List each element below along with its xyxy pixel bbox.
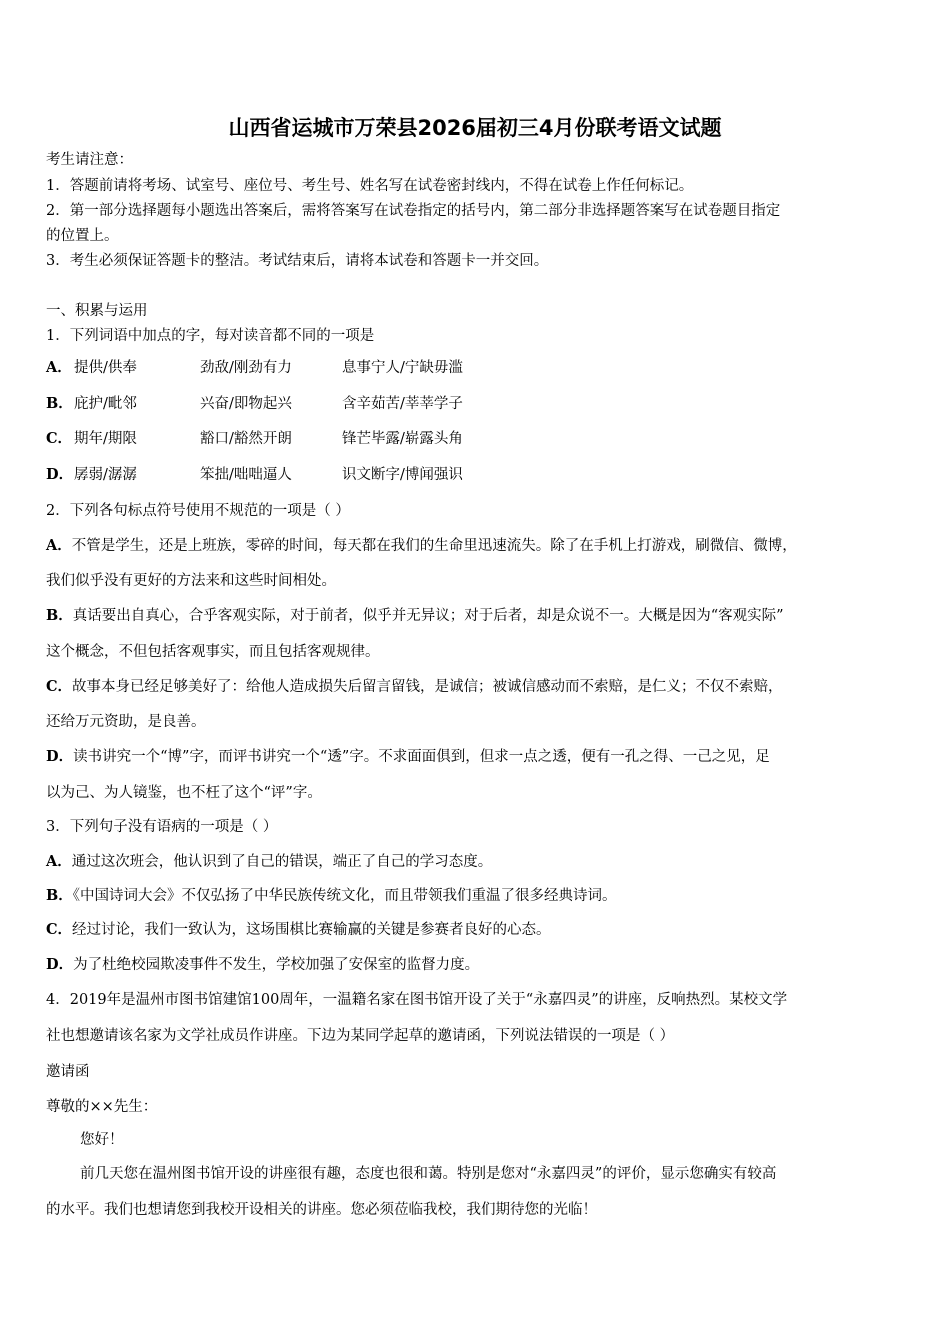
q2-option-d-cont: 以为己、为人镜鉴，也不枉了这个“评”字。 (46, 785, 322, 801)
q2-option-c (46, 677, 783, 697)
notice-item-2-cont: 的位置上。 (46, 228, 119, 244)
q2-stem: 2．下列各句标点符号使用不规范的一项是（ ） (46, 503, 350, 519)
q3-option-c (46, 920, 551, 940)
notice-item-1: 1．答题前请将考场、试室号、座位号、考生号、姓名写在试卷密封线内，不得在试卷上作任何标记。 (46, 178, 694, 194)
option-label: D． (46, 748, 74, 765)
q4-stem: 4．2019年是温州市图书馆建馆100周年，一温籍名家在图书馆开设了关于“永嘉四灵”的讲座，反响热烈。某校文学 (46, 992, 788, 1008)
option-word-3: 识文断字/博闻强识 (342, 467, 463, 483)
option-label: D． (46, 466, 74, 483)
option-word-2: 笨拙/咄咄逼人 (200, 467, 292, 483)
q2-option-a-cont: 我们似乎没有更好的方法来和这些时间相处。 (46, 573, 336, 589)
option-label: D． (46, 956, 74, 973)
option-word-3: 锋芒毕露/崭露头角 (342, 431, 463, 447)
option-word-1: 提供/供奉 (74, 360, 137, 376)
option-word-3: 息事宁人/宁缺毋滥 (342, 360, 463, 376)
option-word-2: 劲敌/刚劲有力 (200, 360, 292, 376)
option-word-3: 含辛茹苦/莘莘学子 (342, 396, 463, 412)
option-text: 故事本身已经足够美好了：给他人造成损失后留言留钱，是诚信；被诚信感动而不索赔，是仁义；不仅不索赔， (72, 679, 783, 695)
option-word-2: 豁口/豁然开朗 (200, 431, 292, 447)
q2-option-c-cont: 还给万元资助，是良善。 (46, 714, 206, 730)
option-word-2: 兴奋/即物起兴 (200, 396, 292, 412)
q3-option-d (46, 955, 479, 975)
option-text: 真话要出自真心，合乎客观实际，对于前者，似乎并无异议；对于后者，却是众说不一。大概是因为“客观实际” (72, 608, 784, 624)
q4-stem-cont: 社也想邀请该名家为文学社成员作讲座。下边为某同学起草的邀请函，下列说法错误的一项是（ ） (46, 1028, 675, 1044)
letter-heading: 邀请函 (46, 1064, 90, 1080)
option-text: 读书讲究一个“博”字，而评书讲究一个“透”字。不求面面俱到，但求一点之透，便有一孔之得、一己之见，足 (73, 749, 770, 765)
letter-body-1: 前几天您在温州图书馆开设的讲座很有趣，态度也很和蔼。特别是您对“永嘉四灵”的评价，显示您确实有较高 (80, 1166, 777, 1182)
q2-option-b-cont: 这个概念，不但包括客观事实，而且包括客观规律。 (46, 644, 380, 660)
q2-option-b (46, 606, 784, 626)
q3-option-b (46, 886, 617, 906)
notice-heading: 考生请注意： (46, 152, 133, 168)
q2-option-d (46, 747, 770, 767)
option-label: C． (46, 430, 73, 447)
option-label: C． (46, 678, 73, 695)
notice-item-2: 2．第一部分选择题每小题选出答案后，需将答案写在试卷指定的括号内，第二部分非选择题答案写在试卷题目指定 (46, 203, 781, 219)
letter-body-2: 的水平。我们也想请您到我校开设相关的讲座。您必须莅临我校，我们期待您的光临！ (46, 1202, 597, 1218)
option-text: 为了杜绝校园欺凌事件不发生，学校加强了安保室的监督力度。 (73, 957, 480, 973)
option-label: C． (46, 921, 73, 938)
option-label: B． (46, 395, 73, 412)
letter-salutation: 尊敬的××先生： (46, 1099, 158, 1115)
option-text: 《中国诗词大会》不仅弘扬了中华民族传统文化，而且带领我们重温了很多经典诗词。 (72, 888, 617, 904)
option-label: A． (46, 853, 72, 870)
option-label: B． (46, 887, 73, 904)
option-label: A． (46, 537, 72, 554)
option-text: 不管是学生，还是上班族，零碎的时间，每天都在我们的生命里迅速流失。除了在手机上打游戏，刷微信、微博， (71, 538, 797, 554)
option-label: A． (46, 359, 72, 376)
notice-item-3: 3．考生必须保证答题卡的整洁。考试结束后，请将本试卷和答题卡一并交回。 (46, 253, 549, 269)
option-text: 通过这次班会，他认识到了自己的错误，端正了自己的学习态度。 (71, 854, 493, 870)
option-word-1: 期年/期限 (74, 431, 137, 447)
option-text: 经过讨论，我们一致认为，这场围棋比赛输赢的关键是参赛者良好的心态。 (72, 922, 551, 938)
option-word-1: 孱弱/潺潺 (74, 467, 137, 483)
q3-option-a (46, 852, 492, 872)
section-heading: 一、积累与运用 (46, 303, 148, 319)
q3-stem: 3．下列句子没有语病的一项是（ ） (46, 819, 278, 835)
q1-stem: 1．下列词语中加点的字，每对读音都不同的一项是 (46, 328, 375, 344)
letter-greeting: 您好！ (80, 1132, 124, 1148)
page-title: 山西省运城市万荣县2026届初三4月份联考语文试题 (228, 116, 722, 140)
q2-option-a (46, 536, 797, 556)
option-word-1: 庇护/毗邻 (74, 396, 137, 412)
option-label: B． (46, 607, 73, 624)
